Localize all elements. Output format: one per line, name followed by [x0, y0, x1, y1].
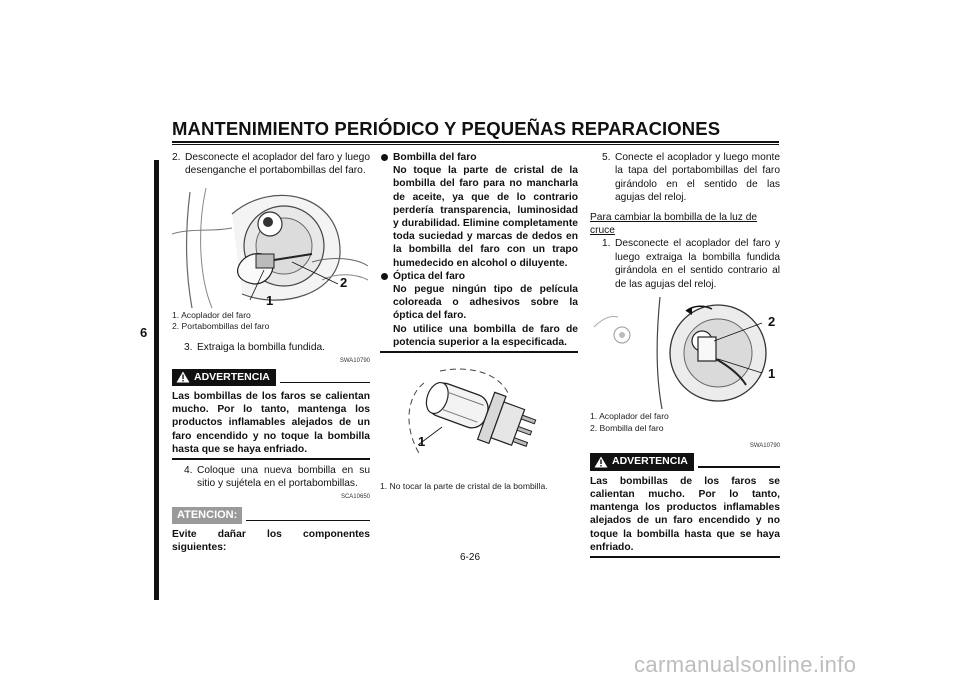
- watermark: carmanualsonline.info: [634, 652, 857, 677]
- warning-label: ADVERTENCIA: [612, 455, 688, 468]
- step-number: 5.: [602, 152, 611, 163]
- chapter-number: 6: [140, 325, 148, 340]
- warning-icon: [594, 456, 608, 468]
- step-text: Desconecte el acoplador del faro y luego desenganche el portabombillas del faro.: [185, 152, 370, 177]
- callout-1: 1: [266, 292, 274, 308]
- warning-end-rule: [172, 458, 370, 460]
- warning-end-rule: [590, 556, 780, 558]
- bullet-text: No pegue ningún tipo de película coloreada o adhesivos sobre la óptica del faro.: [393, 284, 578, 322]
- warning-text: Las bombillas de los faros se calientan mucho. Por lo tanto, mantenga los productos inflamables alejados de un faro encendido y no toque la bombilla hasta que se haya enfriado.: [172, 391, 370, 455]
- step-1: [602, 237, 780, 291]
- step-text: Conecte el acoplador y luego monte la tapa del portabombillas del faro girándolo en el sentido de las agujas del reloj.: [615, 152, 780, 204]
- page-number: 6-26: [460, 552, 481, 563]
- caution-text: Evite dañar los componentes siguientes:: [172, 529, 370, 554]
- warning-rule: [280, 382, 370, 384]
- bullet-title: Bombilla del faro: [393, 152, 477, 163]
- step-2: [172, 151, 370, 178]
- bullet-text-2: No utilice una bombilla de faro de potencia superior a la especificada.: [393, 323, 578, 348]
- column-middle: [380, 151, 578, 492]
- figure-caption-1: 1. Acoplador del faro: [590, 411, 669, 422]
- bullet-lens: [380, 270, 578, 349]
- figure-caption-2: 2. Bombilla del faro: [590, 422, 664, 433]
- step-number: 2.: [172, 152, 181, 163]
- headlight-photo: [172, 184, 370, 310]
- callout-2: 2: [768, 314, 776, 330]
- step-5: [602, 151, 780, 205]
- bullet-dot: [381, 273, 388, 280]
- figure-bulb: [380, 365, 578, 477]
- figure-caption: 1. No tocar la parte de cristal de la bombilla.: [380, 480, 548, 491]
- figure-caption-2: 2. Portabombillas del faro: [172, 321, 270, 332]
- column-right: [590, 151, 780, 558]
- step-text: Coloque una nueva bombilla en su sitio y sujétela en el portabombillas.: [197, 464, 370, 489]
- caution-badge: ATENCION:: [172, 507, 242, 524]
- figure-low-beam: [590, 297, 780, 409]
- page-title: MANTENIMIENTO PERIÓDICO Y PEQUEÑAS REPARACIONES: [172, 118, 721, 139]
- caution-header: [172, 507, 370, 524]
- bullet-bulb: [380, 151, 578, 270]
- step-number: 1.: [602, 238, 611, 250]
- step-text: Extraiga la bombilla fundida.: [197, 341, 325, 353]
- callout-2: 2: [340, 274, 348, 290]
- title-rule-thin: [172, 144, 779, 145]
- title-rule: [172, 141, 779, 143]
- warning-text: Las bombillas de los faros se calientan mucho. Por lo tanto, mantenga los productos inflamables alejados de un faro encendido y no toque la bombilla hasta que se haya enfriado.: [590, 475, 780, 553]
- caution-end-rule: [380, 351, 578, 353]
- figure-headlight-coupler: [172, 184, 370, 310]
- bullet-title: Óptica del faro: [393, 270, 466, 282]
- warning-code: SWA10790: [339, 358, 370, 365]
- callout-1: 1: [418, 433, 426, 449]
- step-text: Desconecte el acoplador del faro y luego extraiga la bombilla fundida girándola en el sentido contrario al de las agujas del reloj.: [615, 238, 780, 290]
- bullet-dot: [381, 154, 388, 161]
- warning-rule: [698, 466, 780, 468]
- warning-label: ADVERTENCIA: [194, 370, 270, 383]
- low-beam-photo: [590, 297, 780, 409]
- caution-code: SCA10650: [340, 494, 370, 501]
- step-number: 3.: [184, 341, 193, 353]
- step-4: [184, 464, 370, 491]
- section-subheading: Para cambiar la bombilla de la luz de cruce: [590, 211, 758, 237]
- warning-badge: [172, 369, 276, 386]
- step-3: [184, 341, 370, 354]
- warning-header: [590, 453, 780, 470]
- caution-rule: [246, 520, 370, 522]
- column-left: [172, 151, 370, 555]
- bulb-illustration: [380, 365, 578, 477]
- warning-icon: [176, 371, 190, 383]
- figure-caption-1: 1. Acoplador del faro: [172, 309, 251, 320]
- bullet-text: No toque la parte de cristal de la bombilla del faro para no mancharla de aceite, ya que de lo contrario perdería transparencia, luminosidad y durabilidad. Elimine completamente toda suciedad y marcas de dedos en la bombilla del faro con un trapo humedecido en alcohol o diluyente.: [393, 165, 578, 269]
- warning-header: [172, 369, 370, 386]
- warning-code: SWA10790: [749, 443, 780, 450]
- step-number: 4.: [184, 464, 193, 476]
- callout-1: 1: [768, 366, 776, 382]
- warning-badge: [590, 453, 694, 470]
- chapter-bar: [154, 160, 159, 600]
